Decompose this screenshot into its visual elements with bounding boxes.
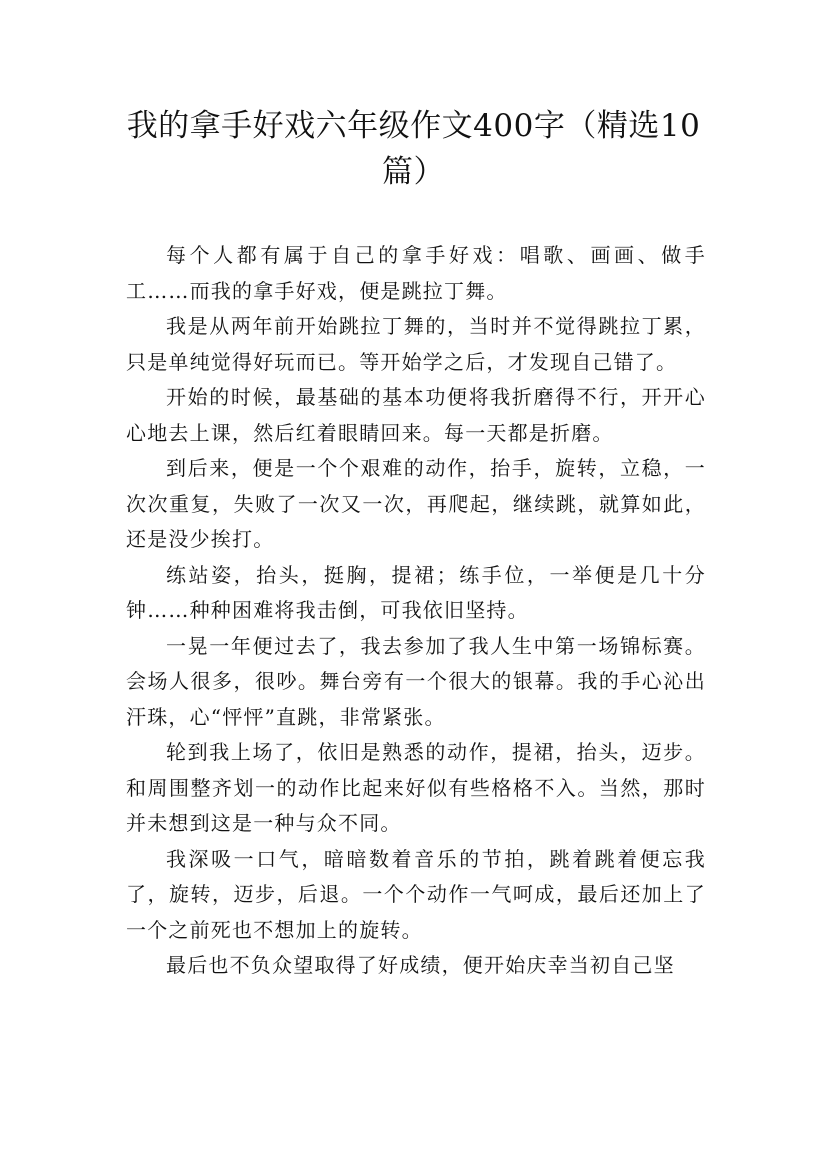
document-body [126,238,706,984]
document-title: 我的拿手好戏六年级作文400字（精选10篇） [126,108,701,190]
paragraph-3: 开始的时候，最基础的基本功便将我折磨得不行，开开心心地去上课，然后红着眼睛回来。每一天都是折磨。 [126,385,706,445]
paragraph-2: 我是从两年前开始跳拉丁舞的，当时并不觉得跳拉丁累，只是单纯觉得好玩而已。等开始学之后，才发现自己错了。 [126,314,706,374]
paragraph-5: 练站姿，抬头，挺胸，提裙；练手位，一举便是几十分钟……种种困难将我击倒，可我依旧坚持。 [126,562,706,622]
paragraph-9: 最后也不负众望取得了好成绩，便开始庆幸当初自己坚 [166,953,675,977]
paragraph-8: 我深吸一口气，暗暗数着音乐的节拍，跳着跳着便忘我了，旋转，迈步，后退。一个个动作一气呵成，最后还加上了一个之前死也不想加上的旋转。 [126,846,706,942]
paragraph-6: 一晃一年便过去了，我去参加了我人生中第一场锦标赛。会场人很多，很吵。舞台旁有一个很大的银幕。我的手心沁出汗珠，心“怦怦”直跳，非常紧张。 [126,633,706,729]
paragraph-4: 到后来，便是一个个艰难的动作，抬手，旋转，立稳，一次次重复，失败了一次又一次，再爬起，继续跳，就算如此，还是没少挨打。 [126,456,706,551]
paragraph-1: 每个人都有属于自己的拿手好戏：唱歌、画画、做手工……而我的拿手好戏，便是跳拉丁舞。 [126,243,706,303]
paragraph-7: 轮到我上场了，依旧是熟悉的动作，提裙，抬头，迈步。和周围整齐划一的动作比起来好似有些格格不入。当然，那时并未想到这是一种与众不同。 [126,740,706,835]
